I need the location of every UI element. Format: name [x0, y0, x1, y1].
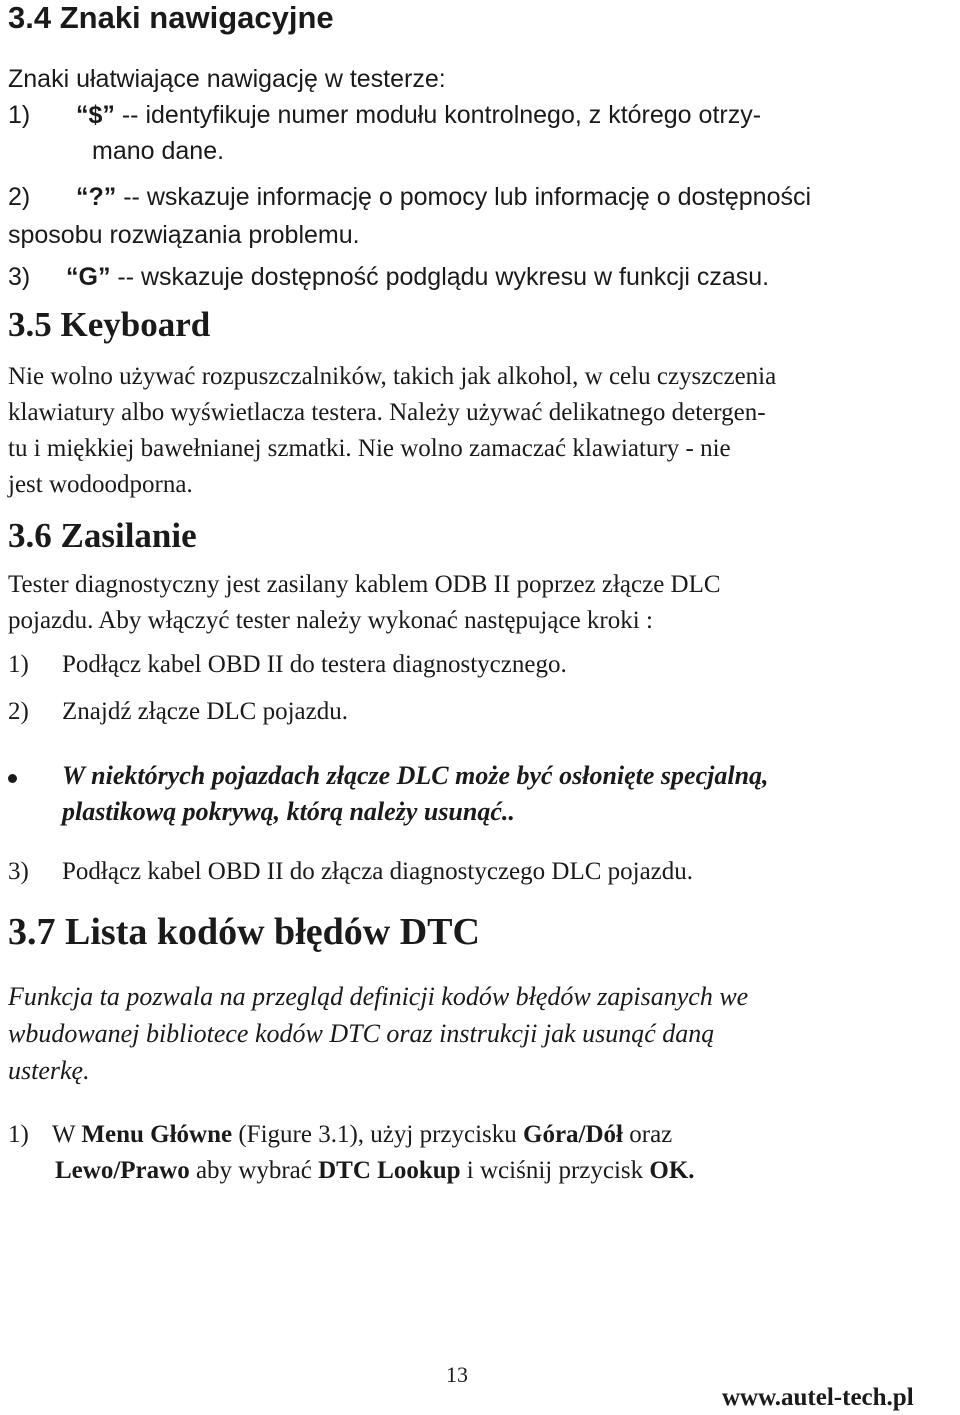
keyboard-line-3: tu i miękkiej bawełnianej szmatki. Nie wolno zamaczać klawiatury - nie	[8, 435, 731, 462]
nav-item-1	[8, 100, 761, 130]
power-step-1	[8, 650, 567, 680]
power-step-3-number: 3)	[8, 858, 29, 885]
nav-item-2	[8, 182, 811, 212]
navigation-intro: Znaki ułatwiające nawigację w testerze:	[8, 65, 446, 93]
lewo-prawo-label: Lewo/Prawo	[55, 1157, 190, 1184]
dtc-paragraph-line-2: wbudowanej bibliotece kodów DTC oraz instrukcji jak usunąć daną	[8, 1019, 715, 1048]
dtc-paragraph-line-1: Funkcja ta pozwala na przegląd definicji kodów błędów zapisanych we	[8, 982, 749, 1011]
section-3-4-title: 3.4 Znaki nawigacyjne	[8, 0, 334, 35]
nav-item-1-continuation: mano dane.	[92, 137, 225, 165]
nav-item-2-text: -- wskazuje informację o pomocy lub informację o dostępności	[116, 183, 812, 211]
nav-item-1-number: 1)	[8, 101, 31, 129]
gora-dol-label: Góra/Dół	[523, 1121, 624, 1148]
dtc-step-1-continuation	[55, 1156, 695, 1186]
power-step-1-number: 1)	[8, 651, 29, 678]
menu-glowne-label: Menu Główne	[81, 1121, 233, 1148]
keyboard-line-2: klawiatury albo wyświetlacza testera. Należy używać delikatnego detergen-	[8, 399, 766, 426]
dtc-step-1-text-i: i wciśnij przycisk	[460, 1157, 650, 1184]
keyboard-line-1: Nie wolno używać rozpuszczalników, takich jak alkohol, w celu czyszczenia	[8, 363, 777, 390]
dtc-step-1-text-a: W	[52, 1121, 82, 1148]
dtc-lookup-label: DTC Lookup	[318, 1157, 461, 1184]
dtc-step-1-text-c: (Figure 3.1), użyj przycisku	[232, 1121, 524, 1148]
ok-label: OK.	[649, 1157, 695, 1184]
nav-item-2-symbol: “?”	[76, 183, 117, 211]
nav-item-3-symbol: “G”	[66, 263, 111, 291]
power-step-3	[8, 857, 693, 887]
power-line-2: pojazdu. Aby włączyć tester należy wykonać następujące kroki :	[8, 607, 653, 634]
nav-item-2-number: 2)	[8, 183, 31, 211]
dtc-paragraph-line-3: usterkę.	[8, 1056, 90, 1085]
section-3-6-title: 3.6 Zasilanie	[8, 516, 197, 555]
power-note-line-2: plastikową pokrywą, którą należy usunąć..	[62, 797, 515, 826]
dtc-step-1	[8, 1120, 672, 1150]
power-note-line-1: W niektórych pojazdach złącze DLC może być osłonięte specjalną,	[62, 761, 769, 790]
dtc-step-1-number: 1)	[8, 1121, 29, 1148]
power-step-2	[8, 697, 348, 727]
power-step-3-text: Podłącz kabel OBD II do złącza diagnostyczego DLC pojazdu.	[62, 858, 694, 885]
keyboard-line-4: jest wodoodporna.	[8, 471, 193, 498]
section-3-7-title: 3.7 Lista kodów błędów DTC	[8, 911, 480, 953]
power-step-1-text: Podłącz kabel OBD II do testera diagnostycznego.	[62, 651, 567, 678]
nav-item-3-text: -- wskazuje dostępność podglądu wykresu w funkcji czasu.	[110, 263, 770, 291]
nav-item-3	[8, 262, 769, 292]
nav-item-1-symbol: “$”	[76, 101, 115, 129]
power-step-2-text: Znajdź złącze DLC pojazdu.	[62, 698, 348, 725]
power-line-1: Tester diagnostyczny jest zasilany kablem ODB II poprzez złącze DLC	[8, 571, 721, 598]
section-3-5-title: 3.5 Keyboard	[8, 305, 211, 344]
dtc-step-1-text-g: aby wybrać	[189, 1157, 319, 1184]
power-step-2-number: 2)	[8, 698, 29, 725]
bullet-icon	[8, 774, 17, 783]
website-footer: www.autel-tech.pl	[722, 1384, 914, 1411]
nav-item-3-number: 3)	[8, 263, 31, 291]
nav-item-2-continuation: sposobu rozwiązania problemu.	[8, 221, 360, 249]
dtc-step-1-text-e: oraz	[623, 1121, 673, 1148]
page-number: 13	[446, 1362, 468, 1387]
nav-item-1-text: -- identyfikuje numer modułu kontrolnego, z którego otrzy-	[114, 101, 762, 129]
